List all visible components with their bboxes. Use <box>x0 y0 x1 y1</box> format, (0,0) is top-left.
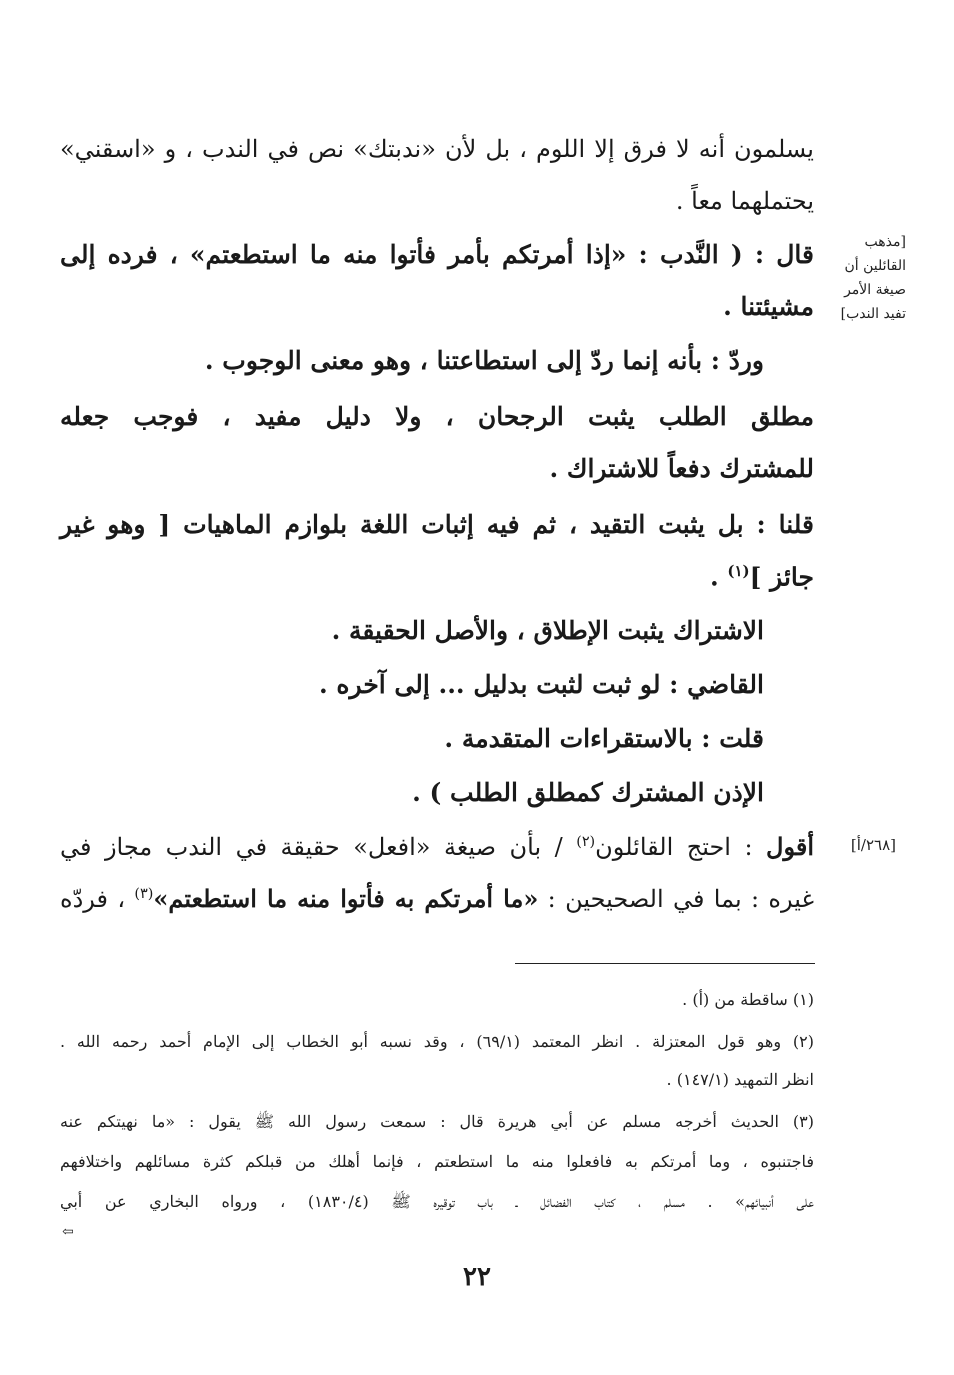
margin-note-line: [مذهب <box>864 234 906 250</box>
aqulu-keyword: أقول <box>766 832 814 861</box>
footnote-ref-2[interactable]: (٢) <box>576 834 596 850</box>
text-segment: . <box>709 562 728 592</box>
page-number: ٢٢ <box>463 1262 491 1292</box>
text-line-15 <box>60 884 814 913</box>
text-segment: جائز ] <box>749 562 814 592</box>
footnote-separator <box>515 963 815 964</box>
footnote-ref-3[interactable]: (٣) <box>134 886 154 902</box>
continuation-arrow-icon: ⇦ <box>62 1224 74 1240</box>
footnote-2-line-2: انظر التمهيد (١٤٧/١) . <box>666 1070 814 1089</box>
footnote-2-line-1: (٢) وهو قول المعتزلة . انظر المعتمد (٦٩/١) ، وقد نسبه أبو الخطاب إلى الإمام أحمد رحمه الله . <box>60 1032 815 1051</box>
text-segment: : احتج القائلون <box>595 833 767 861</box>
text-line-7: للمشترك دفعاً للاشتراك . <box>549 454 814 483</box>
footnote-1: (١) ساقطة من (أ) . <box>682 990 814 1009</box>
margin-note-line: صيغة الأمر <box>844 282 906 298</box>
margin-note-line: القائلين أن <box>844 258 906 274</box>
margin-note-line: تفيد الندب] <box>840 306 906 322</box>
text-segment: / بأن صيغة «افعل» حقيقة في الندب مجاز في <box>60 833 577 861</box>
text-segment: غيره : بما في الصحيحين : <box>538 885 815 913</box>
text-line-3: قال : ( النَّدب : «إذا أمرتكم بأمر فأتوا منه ما استطعتم» ، فرده إلى <box>60 240 814 269</box>
text-line-8: قلنا : بل يثبت التقيد ، ثم فيه إثبات اللغة بلوازم الماهيات [ وهو غير <box>60 510 814 539</box>
text-line-4: مشيئتنا . <box>723 292 814 321</box>
text-line-5: وردّ : بأنه إنما ردّ إلى استطاعتنا ، وهو معنى الوجوب . <box>204 346 764 375</box>
text-line-11: القاضي : لو ثبت لثبت بدليل ... إلى آخره . <box>319 670 764 699</box>
text-line-14 <box>60 832 814 861</box>
footnote-3-line-1: (٣) الحديث أخرجه مسلم عن أبي هريرة قال : سمعت رسول الله ﷺ يقول : «ما نهيتكم عنه <box>60 1112 814 1131</box>
footnote-3-line-2: فاجتنبوه ، وما أمرتكم به فافعلوا منه ما استطعتم ، فإنما أهلك من قبلكم كثرة مسائلهم واختلافهم <box>60 1152 814 1171</box>
text-line-2: يحتملهما معاً . <box>675 187 814 215</box>
text-line-12: قلت : بالاستقراءات المتقدمة . <box>444 724 764 753</box>
text-line-10: الاشتراك يثبت الإطلاق ، والأصل الحقيقة . <box>331 616 764 645</box>
manuscript-folio-ref: [٢٦٨/أ] <box>850 836 896 854</box>
footnote-3-line-3: على أنبيائهم» . مسلم ، كتاب الفضائل ـ باب توقيره ﷺ (١٨٣٠/٤) ، ورواه البخاري عن أبي <box>60 1192 815 1211</box>
text-line-6: مطلق الطلب يثبت الرجحان ، ولا دليل مفيد ، فوجب جعله <box>60 402 814 431</box>
text-segment: ، فردّه <box>60 885 135 913</box>
margin-note-doctrine <box>806 230 906 326</box>
hadith-quote: «ما أمرتكم به فأتوا منه ما استطعتم» <box>153 884 539 913</box>
footnote-ref-1[interactable]: (١) <box>727 562 750 580</box>
text-line-9 <box>710 562 814 591</box>
text-line-13: الإذن المشترك كمطلق الطلب ) . <box>412 778 764 807</box>
text-line-1: يسلمون أنه لا فرق إلا اللوم ، بل لأن «ندبتك» نص في الندب ، و «اسقني» <box>60 135 814 163</box>
